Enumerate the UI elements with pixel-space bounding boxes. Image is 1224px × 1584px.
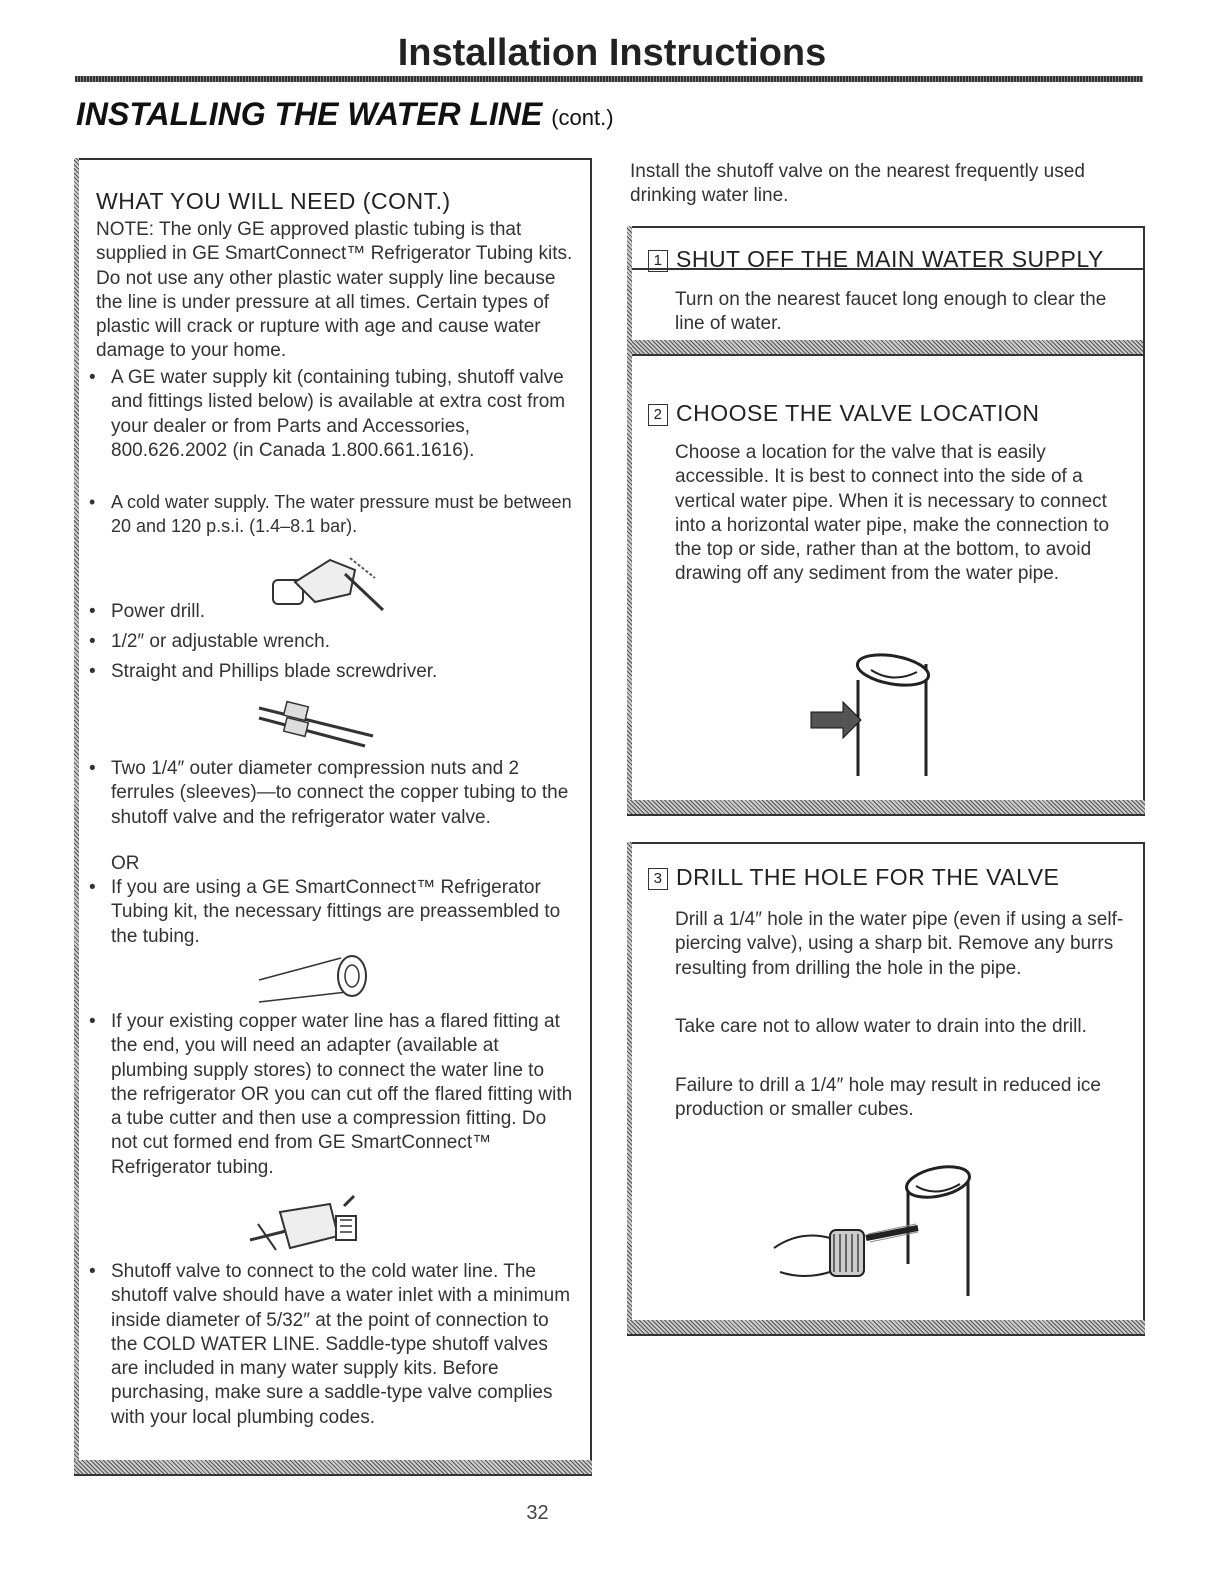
drill-into-pipe-icon <box>770 1160 980 1300</box>
compression-nuts-icon <box>255 698 385 748</box>
list-item-cold-water: • A cold water supply. The water pressure must be between 20 and 120 p.s.i. (1.4–8.1 bar). <box>111 490 573 539</box>
page-title: Installation Instructions <box>397 32 827 74</box>
or-text: OR <box>111 853 140 874</box>
step-3-heading <box>648 864 1059 891</box>
step-3-text-2: Take care not to allow water to drain into the drill. <box>675 1016 1087 1037</box>
step-1-title: SHUT OFF THE MAIN WATER SUPPLY <box>676 246 1104 272</box>
step-2-title: CHOOSE THE VALVE LOCATION <box>676 400 1040 426</box>
list-item-shutoff-valve: • Shutoff valve to connect to the cold water line. The shutoff valve should have a water inlet with a minimum inside diameter of 5/32″ at the point of connection to the COLD WATER LINE. Saddle-type shutoff valves are included in many water supply kits. Before purchasing, make sure a saddle-type valve complies with your local plumbing codes. <box>111 1260 573 1430</box>
left-box-heading: WHAT YOU WILL NEED (CONT.) <box>96 188 451 214</box>
step-1-text: Turn on the nearest faucet long enough to clear the line of water. <box>675 289 1107 335</box>
step-3-text-3: Failure to drill a 1/4″ hole may result in reduced ice production or smaller cubes. <box>675 1075 1101 1121</box>
shutoff-valve-icon <box>240 1192 370 1262</box>
intro-text: Install the shutoff valve on the nearest frequently used drinking water line. <box>630 161 1085 207</box>
title-rule <box>75 76 1143 82</box>
list-item-flared-fitting: • If your existing copper water line has a flared fitting at the end, you will need an adapter (available at plumbing supply stores) to connect the water line to the refrigerator OR you can cut off the flared fitting with a tube cutter and then use a compression fitting. Do not cut formed end from GE SmartConnect™ Refrigerator tubing. <box>111 1010 573 1180</box>
step-2-heading <box>648 400 1040 427</box>
step-3-text-1: Drill a 1/4″ hole in the water pipe (even if using a self-piercing valve), using a sharp bit. Remove any burrs resulting from drilling the hole in the pipe. <box>675 909 1124 979</box>
list-item-supply-kit: • A GE water supply kit (containing tubing, shutoff valve and fittings listed below) is available at extra cost from your dealer or from Parts and Accessories, 800.626.2002 (in Canada 1.800.661.1616). <box>111 366 573 463</box>
note-text: NOTE: The only GE approved plastic tubing is that supplied in GE SmartConnect™ Refrigerator Tubing kits. Do not use any other plastic water supply line because the line is under pressure at all times. Certain types of plastic will crack or rupture with age and cause water damage to your home. <box>96 219 573 362</box>
section-heading-suffix: (cont.) <box>551 105 614 130</box>
step-2-text: Choose a location for the valve that is easily accessible. It is best to connect into the side of a vertical water pipe. When it is necessary to connect into a horizontal water pipe, make the connection to the top or side, rather than at the bottom, to avoid drawing off any sediment from the water pipe. <box>675 442 1110 585</box>
water-pipe-arrow-icon <box>805 650 945 780</box>
list-item-smartconnect: • If you are using a GE SmartConnect™ Refrigerator Tubing kit, the necessary fittings are preassembled to the tubing. <box>111 876 573 949</box>
step-1-number: 1 <box>648 250 668 272</box>
tubing-icon <box>255 952 375 1008</box>
list-item-compression-nuts: • Two 1/4″ outer diameter compression nuts and 2 ferrules (sleeves)—to connect the copper tubing to the shutoff valve and the refrigerator water valve. <box>111 757 573 830</box>
section-heading <box>76 96 614 133</box>
step-2-number: 2 <box>648 404 668 426</box>
list-item-power-drill: • Power drill. <box>111 600 205 624</box>
power-drill-icon <box>255 552 395 617</box>
list-item-wrench: • 1/2″ or adjustable wrench. <box>111 630 330 654</box>
step-3-title: DRILL THE HOLE FOR THE VALVE <box>676 864 1060 890</box>
list-item-screwdriver: • Straight and Phillips blade screwdriver. <box>111 660 437 684</box>
step-3-number: 3 <box>648 868 668 890</box>
page-number: 32 <box>526 1502 549 1524</box>
section-heading-text: INSTALLING THE WATER LINE <box>76 96 543 132</box>
